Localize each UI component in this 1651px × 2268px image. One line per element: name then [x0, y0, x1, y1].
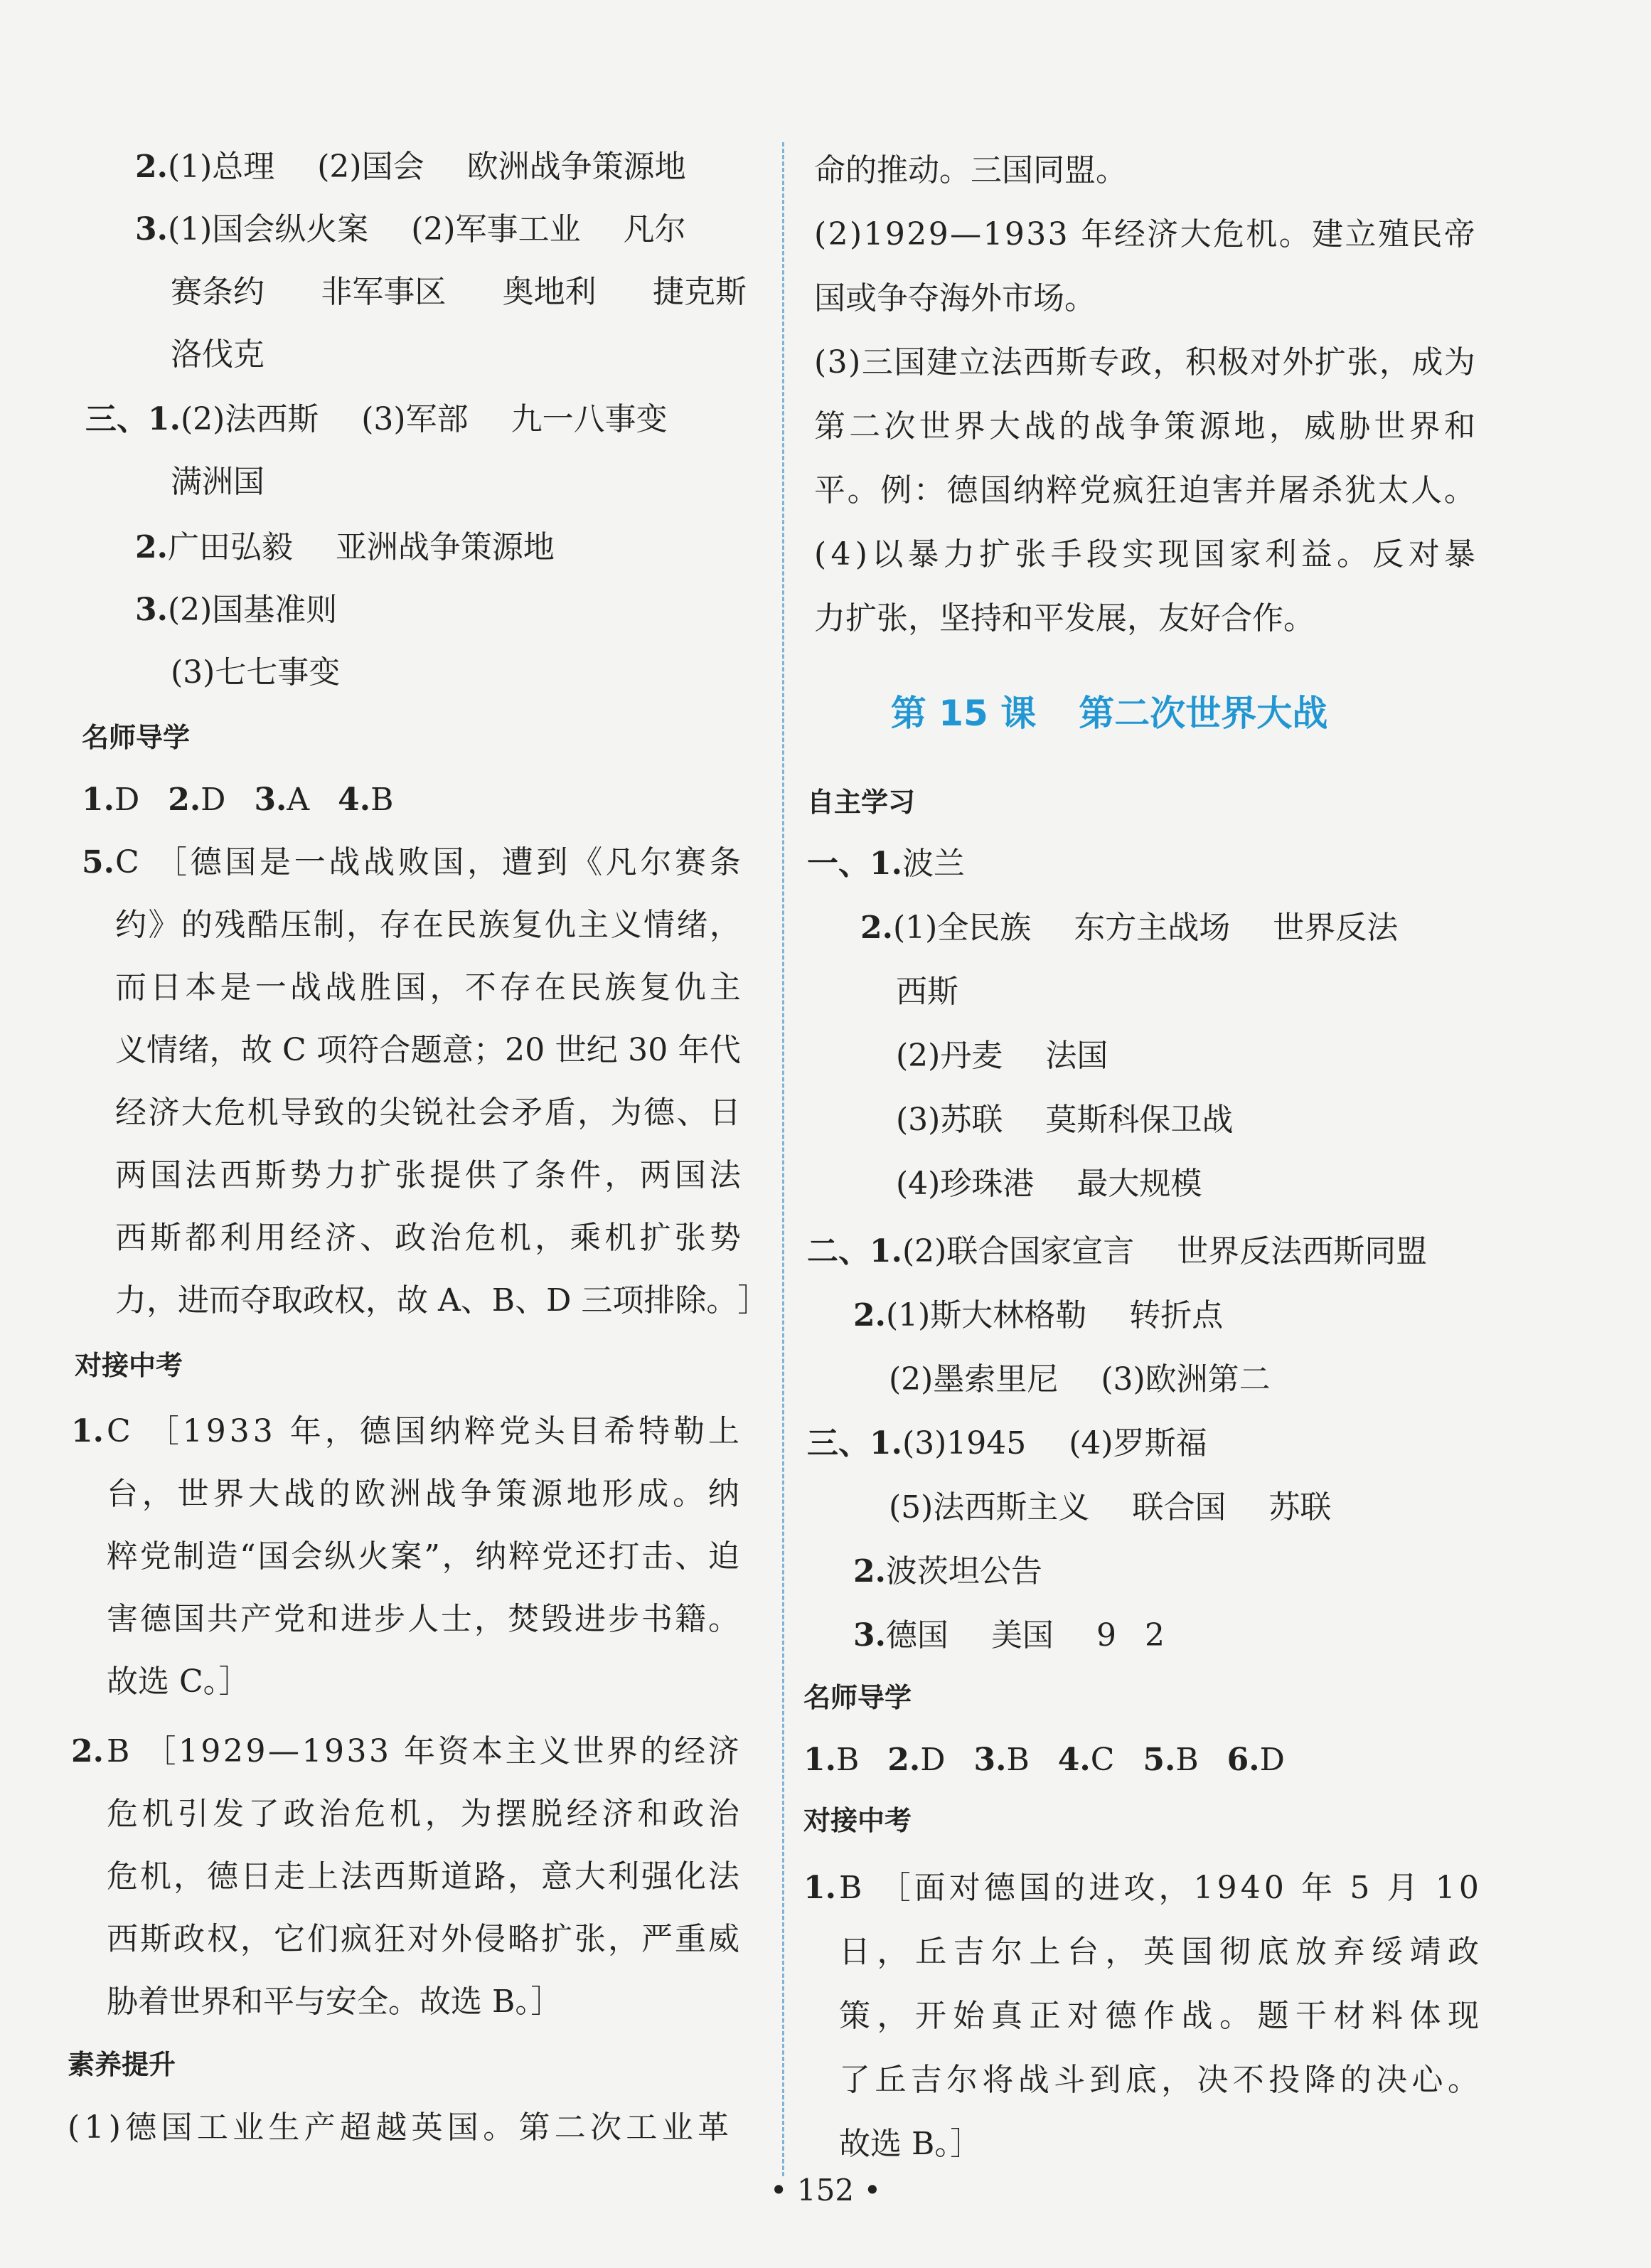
- answer-line: ( 3 ) 三 国 建 立 法 西 斯 专 政 ， 积 极 对 外 扩 张 ， 成 为: [814, 344, 1475, 380]
- explanation-line: 故选 C。］: [107, 1663, 250, 1700]
- answer-line: 2.(1)斯大林格勒 转折点: [853, 1297, 1224, 1333]
- explanation-line: 义 情 绪 ， 故 C 项 符 合 题 意 ； 2 0 世 纪 3 0 年 代: [115, 1032, 741, 1068]
- answer-line: ( 4 ) 以 暴 力 扩 张 手 段 实 现 国 家 利 益 。 反 对 暴: [814, 536, 1475, 573]
- answer-line: 3.(2)国基准则: [135, 592, 338, 628]
- answer-line: 平 。 例 ： 德 国 纳 粹 党 疯 狂 迫 害 并 屠 杀 犹 太 人 。: [814, 472, 1475, 509]
- section-heading: 名师导学: [82, 722, 191, 753]
- explanation-line: 危 机 ， 德 日 走 上 法 西 斯 道 路 ， 意 大 利 强 化 法: [107, 1858, 739, 1895]
- explanation-line: B ［ 1 9 2 9 — 1 9 3 3 年 资 本 主 义 世 界 的 经 济: [107, 1733, 739, 1769]
- explanation-line: 经 济 大 危 机 导 致 的 尖 锐 社 会 矛 盾 ， 为 德 、 日: [115, 1095, 741, 1131]
- answer-line: (2)墨索里尼 (3)欧洲第二: [889, 1361, 1271, 1397]
- section-heading: 对接中考: [75, 1350, 183, 1381]
- explanation-line: C ［ 1 9 3 3 年 ， 德 国 纳 粹 党 头 目 希 特 勒 上: [107, 1413, 739, 1449]
- explanation-line: 胁着世界和平与安全。故选 B。］: [107, 1984, 562, 2020]
- lesson-name: 第二次世界大战: [1079, 693, 1328, 734]
- explanation-line: B ［ 面 对 德 国 的 进 攻 ， 1 9 4 0 年 5 月 1 0: [839, 1870, 1479, 1906]
- explanation-line: 西 斯 都 利 用 经 济 、 政 治 危 机 ， 乘 机 扩 张 势: [115, 1220, 741, 1256]
- answer-line: ( 1 ) 德 国 工 业 生 产 超 越 英 国 。 第 二 次 工 业 革: [68, 2109, 729, 2146]
- answer-line: 一、1.波兰: [807, 846, 965, 882]
- answer-line: 赛条约 非军事区 奥地利 捷克斯: [171, 274, 747, 310]
- section-heading: 素养提升: [68, 2049, 176, 2080]
- answer-line: 第 二 次 世 界 大 战 的 战 争 策 源 地 ， 威 胁 世 界 和: [814, 408, 1475, 444]
- answer-line: 1.B 2.D 3.B 4.C 5.B 6.D: [803, 1742, 1285, 1778]
- answer-line: 满洲国: [171, 464, 265, 500]
- answer-line: 命的推动。三国同盟。: [814, 152, 1127, 188]
- answer-line: 2.广田弘毅 亚洲战争策源地: [135, 529, 555, 565]
- column-divider: [782, 142, 784, 2176]
- explanation-line: 约 》 的 残 酷 压 制 ， 存 在 民 族 复 仇 主 义 情 绪 ，: [115, 907, 741, 943]
- lesson-number: 第 15 课: [890, 693, 1037, 734]
- answer-line: (4)珍珠港 最大规模: [896, 1166, 1202, 1202]
- explanation-line: 西 斯 政 权 ， 它 们 疯 狂 对 外 侵 略 扩 张 ， 严 重 威: [107, 1921, 739, 1957]
- answer-line: 2.(1)全民族 东方主战场 世界反法: [860, 910, 1399, 946]
- answer-line: 二、1.(2)联合国家宣言 世界反法西斯同盟: [807, 1233, 1428, 1269]
- question-number: 2.: [71, 1733, 104, 1769]
- answer-line: 洛伐克: [171, 336, 265, 373]
- explanation-line: 而 日 本 是 一 战 战 胜 国 ， 不 存 在 民 族 复 仇 主: [115, 969, 741, 1006]
- section-heading: 名师导学: [803, 1682, 912, 1713]
- answer-line: 三、1.(3)1945 (4)罗斯福: [807, 1425, 1207, 1462]
- lesson-title: [739, 688, 1479, 738]
- answer-line: ( 2 ) 1 9 2 9 — 1 9 3 3 年 经 济 大 危 机 。 建 立 殖 民 帝: [814, 216, 1475, 252]
- explanation-line: 害 德 国 共 产 党 和 进 步 人 士 ， 焚 毁 进 步 书 籍 。: [107, 1601, 739, 1637]
- explanation-line: 策 ， 开 始 真 正 对 德 作 战 。 题 干 材 料 体 现: [839, 1998, 1479, 2034]
- explanation-line: 日 ， 丘 吉 尔 上 台 ， 英 国 彻 底 放 弃 绥 靖 政: [839, 1934, 1479, 1970]
- answer-line: 国或争夺海外市场。: [814, 280, 1096, 316]
- section-heading: 自主学习: [807, 787, 916, 818]
- answer-line: (5)法西斯主义 联合国 苏联: [889, 1489, 1332, 1526]
- question-number: 5.: [82, 844, 114, 880]
- answer-line: 1.D 2.D 3.A 4.B: [82, 782, 394, 818]
- explanation-line: C ［ 德 国 是 一 战 战 败 国 ， 遭 到 《 凡 尔 赛 条: [115, 844, 741, 880]
- section-heading: 对接中考: [803, 1805, 912, 1836]
- question-number: 1.: [803, 1870, 836, 1906]
- explanation-line: 力 ， 进 而 夺 取 政 权 ， 故 A 、 B 、 D 三 项 排 除 。 ］: [115, 1282, 769, 1319]
- question-number: 1.: [71, 1413, 104, 1449]
- answer-line: (2)丹麦 法国: [896, 1038, 1108, 1074]
- answer-line: 3.(1)国会纵火案 (2)军事工业 凡尔: [135, 211, 686, 247]
- answer-line: 3.德国 美国 9 2: [853, 1617, 1165, 1654]
- explanation-line: 台 ， 世 界 大 战 的 欧 洲 战 争 策 源 地 形 成 。 纳: [107, 1476, 739, 1512]
- explanation-line: 两 国 法 西 斯 势 力 扩 张 提 供 了 条 件 ， 两 国 法: [115, 1157, 741, 1193]
- explanation-line: 粹 党 制 造 “ 国 会 纵 火 案 ” ， 纳 粹 党 还 打 击 、 迫: [107, 1538, 739, 1575]
- explanation-line: 危 机 引 发 了 政 治 危 机 ， 为 摆 脱 经 济 和 政 治: [107, 1796, 739, 1832]
- explanation-line: 故选 B。］: [839, 2126, 982, 2162]
- answer-line: (3)七七事变: [171, 654, 341, 691]
- answer-line: 三、1.(2)法西斯 (3)军部 九一八事变: [85, 401, 668, 437]
- explanation-line: 了 丘 吉 尔 将 战 斗 到 底 ， 决 不 投 降 的 决 心 。: [839, 2062, 1479, 2098]
- answer-line: (3)苏联 莫斯科保卫战: [896, 1102, 1234, 1138]
- answer-line: 西斯: [896, 974, 958, 1010]
- answer-line: 2.(1)总理 (2)国会 欧洲战争策源地: [135, 149, 686, 185]
- page-number: • 152 •: [769, 2173, 882, 2208]
- answer-line: 2.波茨坦公告: [853, 1553, 1042, 1590]
- answer-line: 力扩张，坚持和平发展，友好合作。: [814, 600, 1315, 637]
